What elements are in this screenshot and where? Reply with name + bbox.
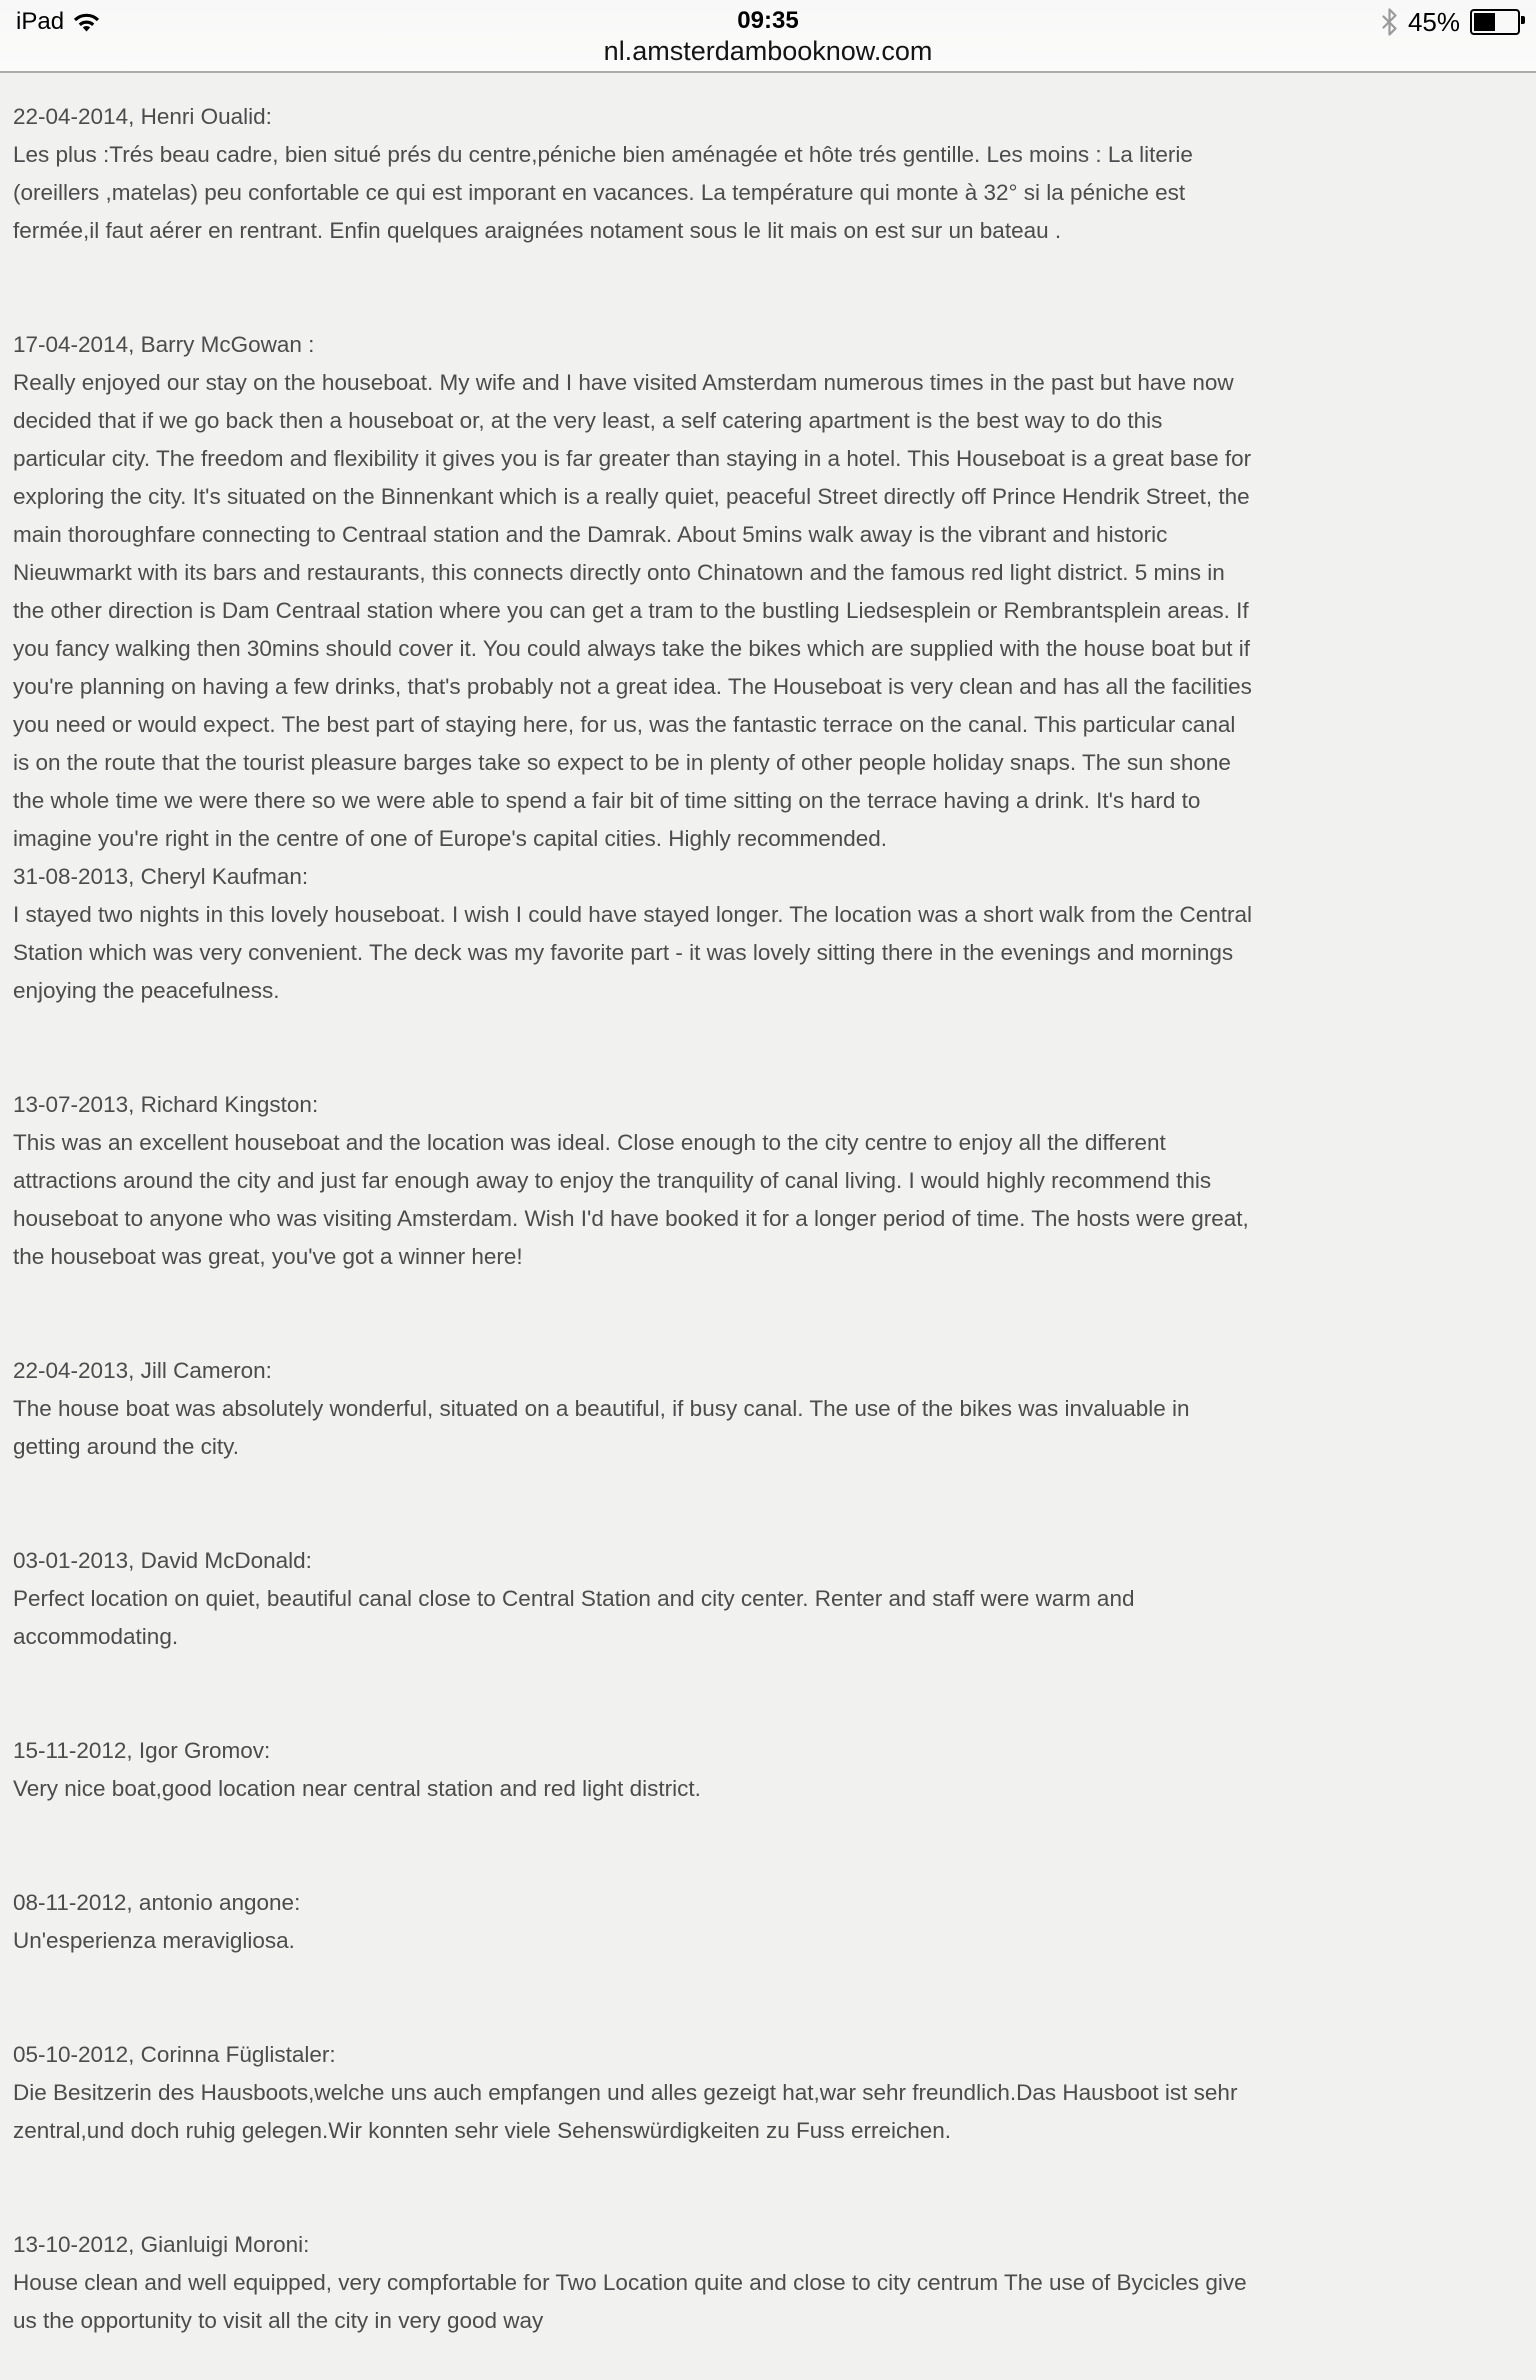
battery-fill xyxy=(1474,13,1495,31)
review-item xyxy=(13,1086,1256,1276)
wifi-icon xyxy=(73,12,100,33)
review-item xyxy=(13,1884,1253,1960)
review-header: 13-10-2012, Gianluigi Moroni: xyxy=(13,2232,310,2257)
review-item xyxy=(13,1352,1253,1466)
review-header: 05-10-2012, Corinna Füglistaler: xyxy=(13,2042,336,2067)
url-bar[interactable]: nl.amsterdambooknow.com xyxy=(603,36,933,66)
review-body: Very nice boat,good location near central station and red light district. xyxy=(13,1776,701,1801)
review-header: 13-07-2013, Richard Kingston: xyxy=(13,1092,319,1117)
bluetooth-icon xyxy=(1381,8,1398,36)
review-item xyxy=(13,1542,1253,1656)
review-header: 03-01-2013, David McDonald: xyxy=(13,1548,312,1573)
review-header: 08-11-2012, antonio angone: xyxy=(13,1890,301,1915)
status-left xyxy=(16,8,100,36)
review-item xyxy=(13,2226,1253,2340)
browser-chrome xyxy=(0,0,1536,73)
review-header: 15-11-2012, Igor Gromov: xyxy=(13,1738,271,1763)
review-body: The house boat was absolutely wonderful, situated on a beautiful, if busy canal. The use of the bikes was invaluable in getting around the city. xyxy=(13,1396,1196,1459)
review-header: 22-04-2014, Henri Oualid: xyxy=(13,104,272,129)
review-header: 17-04-2014, Barry McGowan : xyxy=(13,332,315,357)
review-body: Les plus :Trés beau cadre, bien situé prés du centre,péniche bien aménagée et hôte trés gentille. Les moins : La literie (oreillers ,matelas) peu confortable ce qui est imporant en vacances. La température qui monte à 32° si la péniche est fermée,il faut aérer en rentrant. Enfin quelques araignées notament sous le lit mais on est sur un bateau . xyxy=(13,142,1200,243)
review-body: Die Besitzerin des Hausboots,welche uns auch empfangen und alles gezeigt hat,war sehr freundlich.Das Hausboot ist sehr zentral,und doch ruhig gelegen.Wir konnten sehr viele Sehenswürdigkeiten zu Fuss erreichen. xyxy=(13,2080,1244,2143)
review-item xyxy=(13,1732,1253,1808)
clock: 09:35 xyxy=(737,7,799,34)
review-body: Perfect location on quiet, beautiful canal close to Central Station and city center. Renter and staff were warm and accommodating. xyxy=(13,1586,1141,1649)
review-body: House clean and well equipped, very compfortable for Two Location quite and close to city centrum The use of Bycicles give us the opportunity to visit all the city in very good way xyxy=(13,2270,1253,2333)
review-item xyxy=(13,2036,1253,2150)
review-body: I stayed two nights in this lovely houseboat. I wish I could have stayed longer. The location was a short walk from the Central Station which was very convenient. The deck was my favorite part - it was lovely sitting there in the evenings and mornings enjoying the peacefulness. xyxy=(13,902,1259,1003)
status-right xyxy=(1381,7,1520,38)
review-header: 31-08-2013, Cheryl Kaufman: xyxy=(13,864,309,889)
carrier-label: iPad xyxy=(16,8,65,35)
review-body: This was an excellent houseboat and the location was ideal. Close enough to the city centre to enjoy all the different attractions around the city and just far enough away to enjoy the tranquility of canal living. I would highly recommend this houseboat to anyone who was visiting Amsterdam. Wish I'd have booked it for a longer period of time. The hosts were great, the houseboat was great, you've got a winner here! xyxy=(13,1130,1256,1269)
review-body: Un'esperienza meravigliosa. xyxy=(13,1928,295,1953)
battery-icon xyxy=(1470,9,1520,35)
battery-percent-label: 45% xyxy=(1407,6,1460,37)
review-item xyxy=(13,858,1259,1010)
review-header: 22-04-2013, Jill Cameron: xyxy=(13,1358,272,1383)
review-body: Really enjoyed our stay on the houseboat. My wife and I have visited Amsterdam numerous times in the past but have now decided that if we go back then a houseboat or, at the very least, a self catering apartment is the best way to do this particular city. The freedom and flexibility it gives you is far greater than staying in a hotel. This Houseboat is a great base for exploring the city. It's situated on the Binnenkant which is a really quiet, peaceful Street directly off Prince Hendrik Street, the main thoroughfare connecting to Centraal station and the Damrak. About 5mins walk away is the vibrant and historic Nieuwmarkt with its bars and restaurants, this connects directly onto Chinatown and the famous red light district. 5 mins in the other direction is Dam Centraal station where you can get a tram to the bustling Liedsesplein or Rembrantsplein areas. If you fancy walking then 30mins should cover it. You could always take the bikes which are supplied with the house boat but if you're planning on having a few drinks, that's probably not a great idea. The Houseboat is very clean and has all the facilities you need or would expect. The best part of staying here, for us, was the fantastic terrace on the canal. This particular canal is on the route that the tourist pleasure barges take so expect to be in plenty of other people holiday snaps. The sun shone the whole time we were there so we were able to spend a fair bit of time sitting on the terrace having a drink. It's hard to imagine you're right in the centre of one of Europe's capital cities. Highly recommended. xyxy=(13,370,1259,851)
review-item xyxy=(13,326,1259,858)
review-item xyxy=(13,98,1253,250)
reviews-page xyxy=(0,73,1536,2380)
status-bar xyxy=(0,0,1536,39)
